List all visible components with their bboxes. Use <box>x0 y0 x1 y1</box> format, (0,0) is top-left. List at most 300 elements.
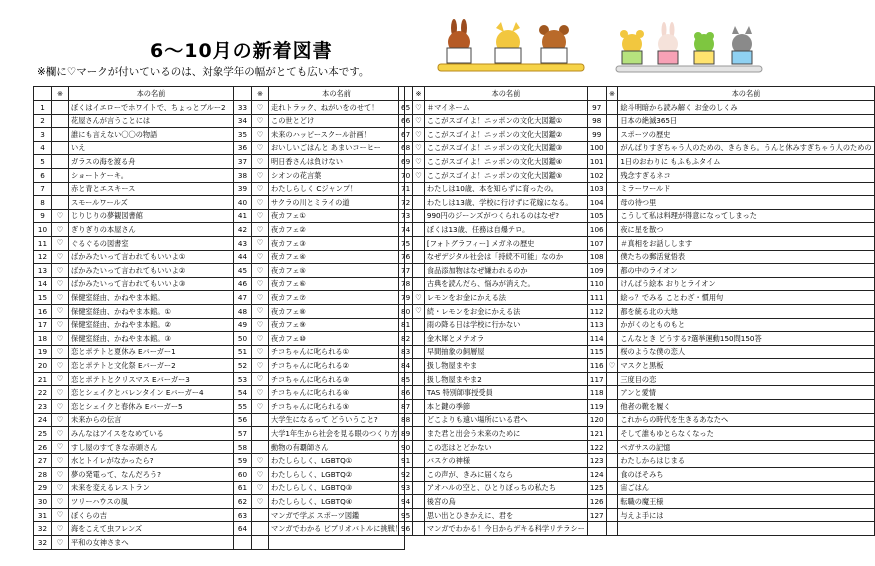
table-row <box>34 454 405 468</box>
mark-cell <box>52 155 69 169</box>
mark-cell <box>413 386 425 400</box>
book-title: ショートケーキ。 <box>69 168 234 182</box>
book-number: 34 <box>234 114 252 128</box>
book-number: 49 <box>234 318 252 332</box>
table-row <box>399 454 875 468</box>
book-title: 保健室経由、かねやま本館。③ <box>69 332 234 346</box>
book-number: 44 <box>234 250 252 264</box>
book-number: 46 <box>234 277 252 291</box>
mark-cell <box>606 386 618 400</box>
book-number: 84 <box>399 359 413 373</box>
mark-cell <box>52 182 69 196</box>
mark-cell: ♡ <box>52 508 69 522</box>
book-title: [フォトグラフィー] メガネの歴史 <box>424 236 587 250</box>
book-title: 雨の降る日は学校に行かない <box>424 318 587 332</box>
mark-cell <box>52 141 69 155</box>
book-number: 25 <box>34 427 52 441</box>
book-number: 91 <box>399 454 413 468</box>
book-title: 夢の発電って、なんだろう? <box>69 468 234 482</box>
table-row <box>34 508 405 522</box>
book-number: 110 <box>587 277 606 291</box>
table-row <box>34 250 405 264</box>
book-number: 99 <box>587 128 606 142</box>
table-row <box>399 386 875 400</box>
book-title: 桜のような僕の恋人 <box>618 345 874 359</box>
table-row <box>34 128 405 142</box>
table-row <box>399 522 875 536</box>
book-number: 50 <box>234 332 252 346</box>
mark-cell: ♡ <box>252 236 269 250</box>
mark-cell: ♡ <box>52 400 69 414</box>
book-number: 69 <box>399 155 413 169</box>
book-number: 45 <box>234 264 252 278</box>
book-number: 26 <box>34 440 52 454</box>
mark-cell <box>606 508 618 522</box>
book-number: 12 <box>34 250 52 264</box>
book-number: 96 <box>399 522 413 536</box>
book-number: 67 <box>399 128 413 142</box>
book-number: 18 <box>34 332 52 346</box>
mark-cell <box>606 291 618 305</box>
mark-cell: ♡ <box>413 141 425 155</box>
book-number: 43 <box>234 236 252 250</box>
book-number: 115 <box>587 345 606 359</box>
book-number: 73 <box>399 209 413 223</box>
book-title: スポーツの歴史 <box>618 128 874 142</box>
book-title: 夜カフェ⑩ <box>269 332 405 346</box>
page-title: 6〜10月の新着図書 <box>150 40 333 62</box>
mark-cell <box>413 454 425 468</box>
note-text: ※欄に♡マークが付いているのは、対象学年の幅がとても広い本です。 <box>37 66 370 78</box>
book-title: チコちゃんに叱られる① <box>269 345 405 359</box>
mark-cell: ♡ <box>52 209 69 223</box>
book-number: 47 <box>234 291 252 305</box>
col-name: 本の名前 <box>424 87 587 101</box>
mark-cell <box>252 536 269 550</box>
book-number: 37 <box>234 155 252 169</box>
mark-cell <box>606 277 618 291</box>
book-number: 63 <box>234 508 252 522</box>
mark-cell <box>413 236 425 250</box>
book-number: 97 <box>587 101 606 115</box>
mark-cell <box>606 223 618 237</box>
book-number: 61 <box>234 481 252 495</box>
mark-cell: ♡ <box>413 101 425 115</box>
book-number: 56 <box>234 413 252 427</box>
table-row <box>399 481 875 495</box>
book-title: 他者の靴を履く <box>618 400 874 414</box>
book-title: 食品添加物はなぜ嫌われるのか <box>424 264 587 278</box>
book-title: 母の待つ里 <box>618 196 874 210</box>
book-number: 123 <box>587 454 606 468</box>
table-row <box>399 304 875 318</box>
book-title: ぐるぐるの図書室 <box>69 236 234 250</box>
book-number: 59 <box>234 454 252 468</box>
book-title: 恋とシェイクと春休み Eバーガー5 <box>69 400 234 414</box>
book-title: サクラの川とミライの道 <box>269 196 405 210</box>
table-row <box>399 141 875 155</box>
mark-cell: ♡ <box>252 386 269 400</box>
book-title: バスケの神様 <box>424 454 587 468</box>
mark-cell: ♡ <box>252 291 269 305</box>
mark-cell <box>606 400 618 414</box>
book-number: 16 <box>34 304 52 318</box>
mark-cell: ♡ <box>52 264 69 278</box>
book-title <box>618 522 874 536</box>
book-title: 夜カフェ④ <box>269 250 405 264</box>
book-title: こんなとき どうする?選挙運動150問150答 <box>618 332 874 346</box>
book-number: 62 <box>234 495 252 509</box>
mark-cell: ♡ <box>52 386 69 400</box>
book-number: 52 <box>234 359 252 373</box>
book-title: また君と出会う未来のために <box>424 427 587 441</box>
mark-cell <box>252 522 269 536</box>
table-row <box>399 332 875 346</box>
book-number: 11 <box>34 236 52 250</box>
book-title: 夜カフェ⑦ <box>269 291 405 305</box>
mark-cell <box>413 345 425 359</box>
table-row <box>399 440 875 454</box>
book-number: 121 <box>587 427 606 441</box>
mark-cell: ♡ <box>413 291 425 305</box>
book-title: 未来を変えるレストラン <box>69 481 234 495</box>
book-number: 15 <box>34 291 52 305</box>
mark-cell <box>606 304 618 318</box>
book-number: 41 <box>234 209 252 223</box>
mark-cell <box>606 454 618 468</box>
mark-cell: ♡ <box>52 495 69 509</box>
book-number: 22 <box>34 386 52 400</box>
book-number: 39 <box>234 182 252 196</box>
mark-cell <box>606 209 618 223</box>
book-list-table-left <box>33 86 405 550</box>
book-title: マスクと黒板 <box>618 359 874 373</box>
mark-cell <box>606 168 618 182</box>
book-title: ばかみたいって言われてもいいよ③ <box>69 277 234 291</box>
book-number: 54 <box>234 386 252 400</box>
table-row <box>34 264 405 278</box>
mark-cell: ♡ <box>252 168 269 182</box>
book-number: 114 <box>587 332 606 346</box>
table-row <box>399 277 875 291</box>
book-title: 夜カフェ① <box>269 209 405 223</box>
book-title: この世とどけ <box>269 114 405 128</box>
book-number: 76 <box>399 250 413 264</box>
table-row <box>34 168 405 182</box>
mark-cell <box>606 468 618 482</box>
mark-cell <box>252 508 269 522</box>
book-number: 7 <box>34 182 52 196</box>
mark-cell <box>606 345 618 359</box>
mark-cell: ♡ <box>52 413 69 427</box>
book-title: ここがスゴイよ！ニッポンの文化大図鑑⑤ <box>424 168 587 182</box>
book-number: 109 <box>587 264 606 278</box>
col-name: 本の名前 <box>69 87 234 101</box>
col-number <box>34 87 52 101</box>
book-number: 60 <box>234 468 252 482</box>
book-number: 42 <box>234 223 252 237</box>
mark-cell <box>252 413 269 427</box>
book-title: ぼくらの吉 <box>69 508 234 522</box>
mark-cell <box>606 250 618 264</box>
book-number: 116 <box>587 359 606 373</box>
mark-cell <box>413 196 425 210</box>
book-title: いえ <box>69 141 234 155</box>
book-title: けんぱう絵本 おりとライオン <box>618 277 874 291</box>
book-title: 転職の魔王様 <box>618 495 874 509</box>
book-number: 8 <box>34 196 52 210</box>
book-title: ここがスゴイよ！ニッポンの文化大図鑑② <box>424 128 587 142</box>
book-title: アンと愛情 <box>618 386 874 400</box>
table-row <box>34 114 405 128</box>
book-number: 75 <box>399 236 413 250</box>
book-number: 120 <box>587 413 606 427</box>
table-header-row <box>34 87 405 101</box>
mark-cell: ♡ <box>252 128 269 142</box>
table-row <box>34 495 405 509</box>
table-row <box>34 209 405 223</box>
book-number: 51 <box>234 345 252 359</box>
book-number: 126 <box>587 495 606 509</box>
mark-cell <box>413 427 425 441</box>
book-title: わたしらしく、LGBTQ④ <box>269 495 405 509</box>
book-title: ペガサスの記憶 <box>618 440 874 454</box>
mark-cell <box>413 400 425 414</box>
book-title: ここがスゴイよ！ニッポンの文化大図鑑④ <box>424 155 587 169</box>
book-number: 57 <box>234 427 252 441</box>
book-title: わたしは13歳、学校に行けずに花嫁になる。 <box>424 196 587 210</box>
book-title: 夜カフェ⑤ <box>269 264 405 278</box>
book-title: 夜に星を散つ <box>618 223 874 237</box>
book-title: TAS 特別師事授受員 <box>424 386 587 400</box>
mark-cell <box>413 372 425 386</box>
book-title <box>269 536 405 550</box>
book-title: みんなはアイスをなめている <box>69 427 234 441</box>
mark-cell <box>606 182 618 196</box>
mark-cell: ♡ <box>52 318 69 332</box>
book-number: 32 <box>34 522 52 536</box>
mark-cell: ♡ <box>252 481 269 495</box>
book-number: 40 <box>234 196 252 210</box>
book-title: マンガでわかる！今日からデキる科学リテラシー <box>424 522 587 536</box>
book-title: 赤と青とエスキース <box>69 182 234 196</box>
book-number: 55 <box>234 400 252 414</box>
mark-cell: ♡ <box>252 277 269 291</box>
book-title: 大学生になるって どういうこと? <box>269 413 405 427</box>
table-row <box>399 182 875 196</box>
book-number <box>587 522 606 536</box>
table-row <box>399 101 875 115</box>
book-number: 65 <box>399 101 413 115</box>
mark-cell: ♡ <box>413 114 425 128</box>
mark-cell <box>413 508 425 522</box>
book-title: 1日のおわりに もふもふタイム <box>618 155 874 169</box>
book-number: 17 <box>34 318 52 332</box>
mark-cell: ♡ <box>52 223 69 237</box>
book-number: 35 <box>234 128 252 142</box>
book-title: わたしらしく Cジャンプ！ <box>269 182 405 196</box>
book-title: 明日香さんは負けない <box>269 155 405 169</box>
book-number: 71 <box>399 182 413 196</box>
book-number: 72 <box>399 196 413 210</box>
book-number: 48 <box>234 304 252 318</box>
book-number: 106 <box>587 223 606 237</box>
book-title: ツリーハウスの風 <box>69 495 234 509</box>
book-title: 日本の絶滅365日 <box>618 114 874 128</box>
mark-cell <box>606 128 618 142</box>
book-number: 107 <box>587 236 606 250</box>
book-title: わたしらしく、LGBTQ① <box>269 454 405 468</box>
mark-cell: ♡ <box>413 304 425 318</box>
mark-cell: ♡ <box>52 332 69 346</box>
book-number: 53 <box>234 372 252 386</box>
book-list-table-right <box>398 86 875 536</box>
mark-cell: ♡ <box>252 304 269 318</box>
book-title: マンガで学ぶ スポーツ図鑑 <box>269 508 405 522</box>
book-title: 大学1年生から社会を見る眼のつくり方 <box>269 427 405 441</box>
mark-cell <box>52 168 69 182</box>
book-number: 24 <box>34 413 52 427</box>
book-number: 36 <box>234 141 252 155</box>
mark-cell <box>606 481 618 495</box>
mark-cell: ♡ <box>252 223 269 237</box>
table-row <box>399 236 875 250</box>
book-number: 20 <box>34 359 52 373</box>
book-title: スモールワールズ <box>69 196 234 210</box>
mark-cell: ♡ <box>52 291 69 305</box>
mark-cell: ♡ <box>252 400 269 414</box>
mark-cell: ♡ <box>606 359 618 373</box>
col-number <box>399 87 413 101</box>
book-title: どこよりも遠い場所にいる君へ <box>424 413 587 427</box>
mark-cell <box>413 223 425 237</box>
book-number: 87 <box>399 400 413 414</box>
book-title: 海をこえて虫フレンズ <box>69 522 234 536</box>
table-row <box>399 250 875 264</box>
mark-cell: ♡ <box>252 345 269 359</box>
table-row <box>34 291 405 305</box>
table-row <box>34 101 405 115</box>
mark-cell: ♡ <box>413 155 425 169</box>
book-title: 保健室経由、かねやま本館。② <box>69 318 234 332</box>
mark-cell <box>606 155 618 169</box>
mark-cell: ♡ <box>252 454 269 468</box>
mark-cell <box>52 114 69 128</box>
book-title: レモンをお金にかえる法 <box>424 291 587 305</box>
book-number: 74 <box>399 223 413 237</box>
table-row <box>34 481 405 495</box>
table-row <box>34 359 405 373</box>
mark-cell: ♡ <box>52 277 69 291</box>
book-title: ＃真相をお話しします <box>618 236 874 250</box>
col-number <box>587 87 606 101</box>
book-number: 117 <box>587 372 606 386</box>
table-row <box>399 155 875 169</box>
table-row <box>34 427 405 441</box>
table-row <box>399 196 875 210</box>
table-row <box>399 168 875 182</box>
col-mark: ※ <box>252 87 269 101</box>
mark-cell <box>52 101 69 115</box>
book-title: 990円のジーンズがつくられるのはなぜ? <box>424 209 587 223</box>
book-number: 68 <box>399 141 413 155</box>
mark-cell: ♡ <box>252 101 269 115</box>
table-row <box>399 359 875 373</box>
book-number: 125 <box>587 481 606 495</box>
book-title: すし屋のすてきな赤頭さん <box>69 440 234 454</box>
mark-cell <box>606 236 618 250</box>
book-number: 124 <box>587 468 606 482</box>
book-number: 105 <box>587 209 606 223</box>
mark-cell: ♡ <box>52 359 69 373</box>
book-title: 花屋さんが言うことには <box>69 114 234 128</box>
mark-cell: ♡ <box>52 427 69 441</box>
reading-animals-illustration-right <box>614 20 764 82</box>
table-row <box>34 141 405 155</box>
book-title: シオンの花言葉 <box>269 168 405 182</box>
mark-cell <box>252 427 269 441</box>
table-row <box>34 386 405 400</box>
book-number: 2 <box>34 114 52 128</box>
book-title: ぎりぎりの本屋さん <box>69 223 234 237</box>
book-title: なぜデジタル社会は「持続不可能」なのか <box>424 250 587 264</box>
book-number: 92 <box>399 468 413 482</box>
book-number: 32 <box>34 536 52 550</box>
book-number: 31 <box>34 508 52 522</box>
book-title: 恋とポテトとクリスマス Eバーガー3 <box>69 372 234 386</box>
book-title: わたしらしく、LGBTQ③ <box>269 481 405 495</box>
mark-cell: ♡ <box>52 372 69 386</box>
book-number: 6 <box>34 168 52 182</box>
table-row <box>399 495 875 509</box>
mark-cell <box>413 264 425 278</box>
book-number: 21 <box>34 372 52 386</box>
table-row <box>34 236 405 250</box>
book-number: 93 <box>399 481 413 495</box>
book-number: 23 <box>34 400 52 414</box>
book-number: 82 <box>399 332 413 346</box>
book-title: 宙ごはん <box>618 481 874 495</box>
mark-cell: ♡ <box>52 522 69 536</box>
book-title: アオハルの空と、ひとりぼっちの私たち <box>424 481 587 495</box>
mark-cell: ♡ <box>52 250 69 264</box>
book-title: 恋とシェイクとバレンタイン Eバーガー4 <box>69 386 234 400</box>
book-title: ここがスゴイよ！ニッポンの文化大図鑑③ <box>424 141 587 155</box>
table-row <box>399 209 875 223</box>
table-row <box>34 332 405 346</box>
mark-cell: ♡ <box>252 318 269 332</box>
book-number: 89 <box>399 427 413 441</box>
mark-cell: ♡ <box>252 332 269 346</box>
table-row <box>34 345 405 359</box>
book-title: 水とトイレがなかったら? <box>69 454 234 468</box>
mark-cell: ♡ <box>52 345 69 359</box>
mark-cell <box>413 209 425 223</box>
book-title: 扱し物屋まやま2 <box>424 372 587 386</box>
book-number: 66 <box>399 114 413 128</box>
table-row <box>399 400 875 414</box>
book-title: かがくのとものもと <box>618 318 874 332</box>
table-row <box>399 264 875 278</box>
mark-cell <box>413 468 425 482</box>
book-title: 絵っ？でみる ことわざ・慣用句 <box>618 291 874 305</box>
book-title: 続・レモンをお金にかえる法 <box>424 304 587 318</box>
book-number: 10 <box>34 223 52 237</box>
mark-cell <box>413 182 425 196</box>
book-number: 103 <box>587 182 606 196</box>
book-number: 104 <box>587 196 606 210</box>
mark-cell <box>413 250 425 264</box>
